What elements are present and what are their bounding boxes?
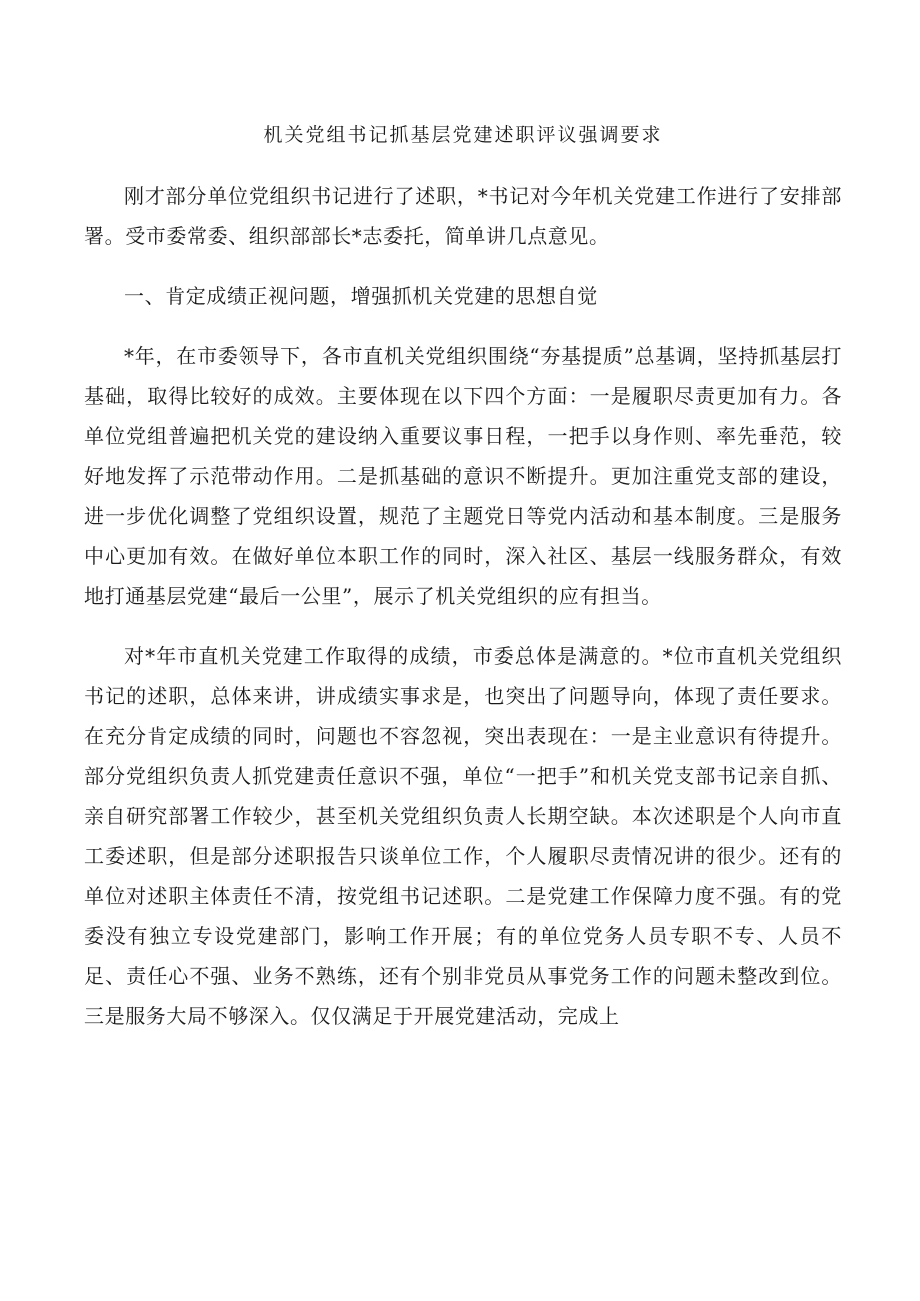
section-heading-1: 一、肯定成绩正视问题，增强抓机关党建的思想自觉: [124, 284, 598, 308]
body-paragraph-1: *年，在市委领导下，各市直机关党组织围绕“夯基提质”总基调，坚持抓基层打基础，取得比较好的成效。主要体现在以下四个方面：一是履职尽责更加有力。各单位党组普遍把机关党的建设纳入重要议事日程，一把手以身作则、率先垂范，较好地发挥了示范带动作用。二是抓基础的意识不断提升。更加注重党支部的建设，进一步优化调整了党组织设置，规范了主题党日等党内活动和基本制度。三是服务中心更加有效。在做好单位本职工作的同时，深入社区、基层一线服务群众，有效地打通基层党建“最后一公里”，展示了机关党组织的应有担当。: [84, 344, 842, 608]
body-paragraph-2: 对*年市直机关党建工作取得的成绩，市委总体是满意的。*位市直机关党组织书记的述职，总体来讲，讲成绩实事求是，也突出了问题导向，体现了责任要求。在充分肯定成绩的同时，问题也不容忽视，突出表现在：一是主业意识有待提升。部分党组织负责人抓党建责任意识不强，单位“一把手”和机关党支部书记亲自抓、亲自研究部署工作较少，甚至机关党组织负责人长期空缺。本次述职是个人向市直工委述职，但是部分述职报告只谈单位工作，个人履职尽责情况讲的很少。还有的单位对述职主体责任不清，按党组书记述职。二是党建工作保障力度不强。有的党委没有独立专设党建部门，影响工作开展；有的单位党务人员专职不专、人员不足、责任心不强、业务不熟练，还有个别非党员从事党务工作的问题未整改到位。三是服务大局不够深入。仅仅满足于开展党建活动，完成上: [84, 644, 842, 1028]
intro-paragraph: 刚才部分单位党组织书记进行了述职，*书记对今年机关党建工作进行了安排部署。受市委常委、组织部部长*志委托，简单讲几点意见。: [84, 184, 842, 248]
document-title: 机关党组书记抓基层党建述职评议强调要求: [263, 124, 663, 146]
